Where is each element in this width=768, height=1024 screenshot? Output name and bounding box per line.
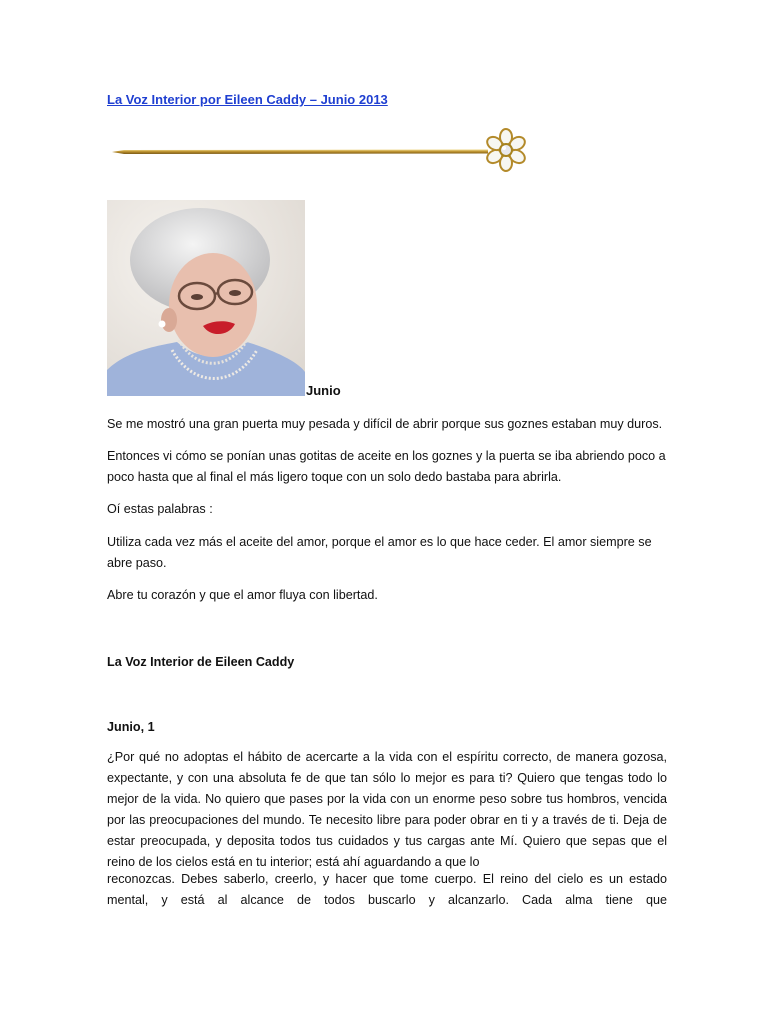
- paragraph-5: Abre tu corazón y que el amor fluya con libertad.: [107, 588, 378, 602]
- flower-pin-divider: [108, 120, 538, 184]
- image-caption: Junio: [306, 383, 341, 398]
- portrait-photo: [107, 200, 305, 396]
- section-date: Junio, 1: [107, 720, 155, 734]
- paragraph-1: Se me mostró una gran puerta muy pesada y difícil de abrir porque sus goznes estaban muy duros.: [107, 417, 663, 431]
- section-heading: La Voz Interior de Eileen Caddy: [107, 655, 295, 669]
- body-paragraph-a: ¿Por qué no adoptas el hábito de acercarte a la vida con el espíritu correcto, de manera gozosa, expectante, y con una absoluta fe de que tan sólo lo mejor es para ti? Quiero que tengas todo lo mejor de la vida. No quiero que pases por la vida con un enorme peso sobre tus hombros, vencida por las preocupaciones del mundo. Te necesito libre para poder obrar en ti y a través de ti. Deja de estar preocupada, y deposita todos tus cuidados y tus cargas ante Mí. Quiero que sepas que el reino de los cielos está en tu interior; está ahí aguardando a que lo: [107, 750, 667, 869]
- paragraph-2: Entonces vi cómo se ponían unas gotitas de aceite en los goznes y la puerta se iba abriendo poco a poco hasta que al final el más ligero toque con un solo dedo bastaba para abrirla.: [107, 449, 666, 484]
- body-paragraph-b: reconozcas. Debes saberlo, creerlo, y hacer que tome cuerpo. El reino del cielo es un estado mental, y está al alcance de todos buscarlo y alcanzarlo. Cada alma tiene que: [107, 872, 667, 907]
- title-link[interactable]: La Voz Interior por Eileen Caddy – Junio 2013: [107, 92, 388, 107]
- paragraph-4: Utiliza cada vez más el aceite del amor, porque el amor es lo que hace ceder. El amor siempre se abre paso.: [107, 535, 652, 570]
- paragraph-3: Oí estas palabras :: [107, 502, 213, 516]
